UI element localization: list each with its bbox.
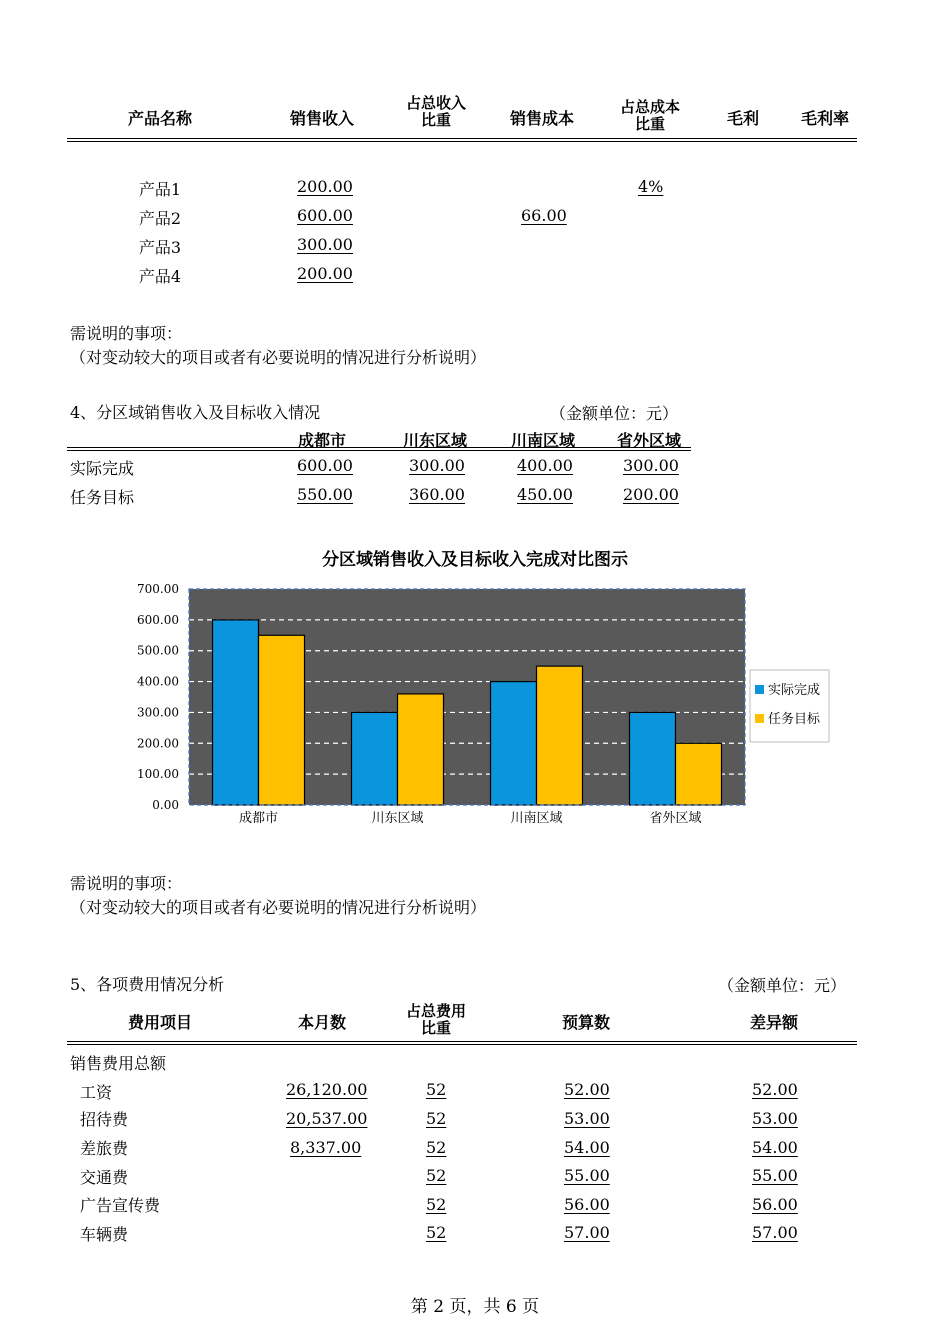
expense-section-title: 5、各项费用情况分析 xyxy=(70,975,225,994)
expense-share: 52 xyxy=(426,1138,447,1157)
product-cost-share: 4% xyxy=(638,177,664,196)
header-variance: 差异额 xyxy=(749,1013,798,1032)
bar xyxy=(213,620,259,805)
region-header: 川东区域 xyxy=(402,431,467,450)
region-unit-label: （金额单位：元） xyxy=(550,404,679,423)
region-value: 450.00 xyxy=(517,485,573,504)
header-sales-revenue: 销售收入 xyxy=(289,109,354,128)
legend-swatch xyxy=(755,714,764,723)
product-revenue: 300.00 xyxy=(297,235,353,254)
expense-variance: 53.00 xyxy=(752,1109,798,1128)
y-tick-label: 700.00 xyxy=(137,582,179,596)
expense-item: 招待费 xyxy=(80,1110,129,1129)
page-number: 第 2 页，共 6 页 xyxy=(410,1297,540,1317)
region-header: 省外区域 xyxy=(616,431,681,450)
header-sales-cost: 销售成本 xyxy=(509,109,574,128)
legend-label: 任务目标 xyxy=(768,712,821,727)
product-revenue: 200.00 xyxy=(297,264,353,283)
y-tick-label: 100.00 xyxy=(137,767,179,782)
y-tick-label: 300.00 xyxy=(137,705,179,720)
header-expense-item: 费用项目 xyxy=(127,1013,192,1032)
expense-share: 52 xyxy=(426,1080,447,1099)
expense-budget: 53.00 xyxy=(564,1109,610,1128)
header-revenue-share-line1: 占总收入 xyxy=(405,94,466,112)
notes-body: （对变动较大的项目或者有必要说明的情况进行分析说明） xyxy=(70,348,487,367)
expense-month: 8,337.00 xyxy=(290,1138,362,1157)
expense-item: 广告宣传费 xyxy=(80,1196,161,1215)
region-row-label: 实际完成 xyxy=(70,459,135,478)
product-name: 产品2 xyxy=(138,209,182,228)
legend-box xyxy=(750,670,829,742)
header-month-amount: 本月数 xyxy=(297,1013,346,1032)
expense-item: 交通费 xyxy=(80,1168,129,1187)
expense-variance: 56.00 xyxy=(752,1195,798,1214)
header-expense-share-line2: 比重 xyxy=(420,1019,451,1037)
x-tick-label: 川南区域 xyxy=(510,811,563,826)
bar xyxy=(630,712,676,805)
notes-title: 需说明的事项： xyxy=(70,324,183,343)
expense-variance: 54.00 xyxy=(752,1138,798,1157)
bar xyxy=(676,743,722,805)
y-tick-label: 0.00 xyxy=(152,798,179,812)
expense-month: 26,120.00 xyxy=(286,1080,368,1099)
expense-share: 52 xyxy=(426,1166,447,1185)
region-section-title: 4、分区域销售收入及目标收入情况 xyxy=(70,403,321,422)
x-tick-label: 川东区域 xyxy=(371,811,424,826)
header-cost-share-line1: 占总成本 xyxy=(619,98,680,116)
expense-budget: 56.00 xyxy=(564,1195,610,1214)
region-row-label: 任务目标 xyxy=(70,488,135,507)
x-tick-label: 成都市 xyxy=(238,811,279,826)
product-name: 产品1 xyxy=(138,180,182,199)
expense-item: 工资 xyxy=(80,1083,113,1102)
expense-budget: 54.00 xyxy=(564,1138,610,1157)
header-gross-profit: 毛利 xyxy=(726,109,759,128)
region-value: 360.00 xyxy=(409,485,465,504)
y-tick-label: 500.00 xyxy=(137,643,179,658)
product-cost: 66.00 xyxy=(521,206,567,225)
expense-share: 52 xyxy=(426,1109,447,1128)
expense-share: 52 xyxy=(426,1195,447,1214)
y-tick-label: 400.00 xyxy=(137,674,179,689)
expense-share: 52 xyxy=(426,1223,447,1242)
region-header: 川南区域 xyxy=(510,431,575,450)
region-value: 200.00 xyxy=(623,485,679,504)
product-revenue: 200.00 xyxy=(297,177,353,196)
x-tick-label: 省外区域 xyxy=(649,811,702,826)
y-tick-label: 600.00 xyxy=(137,612,179,627)
bar xyxy=(352,712,398,805)
product-name: 产品4 xyxy=(138,267,182,286)
notes-body: （对变动较大的项目或者有必要说明的情况进行分析说明） xyxy=(70,898,487,917)
region-value: 300.00 xyxy=(409,456,465,475)
expense-header-rule xyxy=(67,1041,857,1045)
region-value: 300.00 xyxy=(623,456,679,475)
expense-budget: 55.00 xyxy=(564,1166,610,1185)
bar xyxy=(491,682,537,805)
expense-group-label: 销售费用总额 xyxy=(70,1054,167,1073)
y-tick-label: 200.00 xyxy=(137,736,179,751)
bar xyxy=(259,635,305,805)
expense-budget: 57.00 xyxy=(564,1223,610,1242)
expense-variance: 52.00 xyxy=(752,1080,798,1099)
legend-swatch xyxy=(755,685,764,694)
region-value: 400.00 xyxy=(517,456,573,475)
region-header: 成都市 xyxy=(297,431,346,450)
expense-month: 20,537.00 xyxy=(286,1109,368,1128)
legend-label: 实际完成 xyxy=(768,683,821,698)
bar xyxy=(398,694,444,805)
expense-variance: 57.00 xyxy=(752,1223,798,1242)
header-cost-share-line2: 比重 xyxy=(634,115,665,133)
header-product-name: 产品名称 xyxy=(127,109,192,128)
region-value: 550.00 xyxy=(297,485,353,504)
bar xyxy=(537,666,583,805)
expense-item: 车辆费 xyxy=(80,1225,129,1244)
header-expense-share xyxy=(376,1003,496,1037)
product-name: 产品3 xyxy=(138,238,182,257)
header-budget: 预算数 xyxy=(561,1013,610,1032)
expense-item: 差旅费 xyxy=(80,1139,129,1158)
header-expense-share-line1: 占总费用 xyxy=(405,1002,466,1020)
header-gross-margin: 毛利率 xyxy=(800,109,849,128)
expense-unit-label: （金额单位：元） xyxy=(718,976,847,995)
region-value: 600.00 xyxy=(297,456,353,475)
expense-budget: 52.00 xyxy=(564,1080,610,1099)
product-revenue: 600.00 xyxy=(297,206,353,225)
expense-variance: 55.00 xyxy=(752,1166,798,1185)
header-revenue-share-line2: 比重 xyxy=(420,111,451,129)
notes-title: 需说明的事项： xyxy=(70,874,183,893)
chart-title: 分区域销售收入及目标收入完成对比图示 xyxy=(322,550,628,570)
